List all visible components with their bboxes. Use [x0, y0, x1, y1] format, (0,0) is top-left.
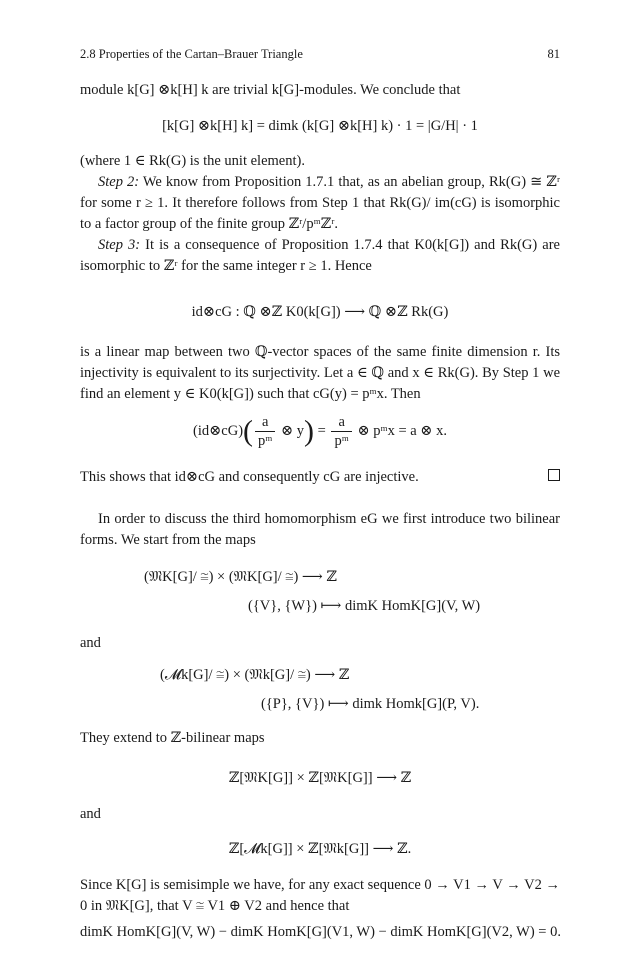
- fraction: $\frac{a}{\text{pᵐ}}$: [255, 413, 275, 450]
- and-1: and: [80, 635, 101, 651]
- equation-1: [k[G] ⊗k[H] k] = dimk (k[G] ⊗k[H] k) · 1 = |G/H| · 1: [162, 118, 478, 134]
- and-2: and: [80, 806, 101, 822]
- equation-2: id⊗cG : ℚ ⊗ℤ K0(k[G]) ⟶ ℚ ⊗ℤ Rk(G): [191, 304, 449, 320]
- paragraph-7: Since K[G] is semisimple we have, for any exact sequence 0 → V1 → V → V2 → 0 in 𝔐K[G], that V ≅ V1 ⊕ V2 and hence that: [80, 877, 560, 914]
- paragraph-3: is a linear map between two ℚ-vector spaces of the same finite dimension r. Its injectivity is equivalent to its surjectivity. Let a ∈ ℚ and x ∈ Rk(G). By Step 1 we find an element y ∈ K0(k[G]) such that cG(y) = pᵐx. Then: [80, 344, 560, 402]
- fraction: $\frac{a}{\text{pᵐ}}$: [331, 413, 351, 450]
- equation-6: dimK HomK[G](V, W) − dimK HomK[G](V1, W) − dimK HomK[G](V2, W) = 0.: [80, 924, 561, 940]
- paragraph-1: module k[G] ⊗k[H] k are trivial k[G]-modules. We conclude that: [80, 82, 461, 98]
- step-2: Step 2: We know from Proposition 1.7.1 that, as an abelian group, Rk(G) ≅ ℤʳ for some r ≥ 1. It therefore follows from Step 1 that Rk(G)/ im(cG) is isomorphic to a factor group of the finite group ℤʳ/pᵐℤʳ.: [80, 174, 560, 232]
- page-number: 81: [547, 47, 560, 61]
- map-2-line-1: (𝓜k[G]/ ≅) × (𝔐k[G]/ ≅) ⟶ ℤ: [160, 667, 350, 683]
- equation-4: ℤ[𝔐K[G]] × ℤ[𝔐K[G]] ⟶ ℤ: [228, 770, 412, 786]
- map-1-line-1: (𝔐K[G]/ ≅) × (𝔐K[G]/ ≅) ⟶ ℤ: [144, 569, 337, 585]
- step-3: Step 3: It is a consequence of Proposition 1.7.4 that K0(k[G]) and Rk(G) are isomorphic to ℤʳ for the same integer r ≥ 1. Hence: [80, 237, 560, 274]
- section-title: 2.8 Properties of the Cartan–Brauer Triangle: [80, 47, 303, 61]
- map-1-line-2: ({V}, {W}) ⟼ dimK HomK[G](V, W): [248, 598, 481, 614]
- equation-5: ℤ[𝓜k[G]] × ℤ[𝔐k[G]] ⟶ ℤ.: [228, 841, 412, 857]
- paragraph-2: (where 1 ∈ Rk(G) is the unit element). Step 2: We know from Proposition 1.7.1 that, as an abelian group, Rk(G) ≅ ℤʳ for some r ≥ 1. It therefore follows from Step 1 that Rk(G)/ im(cG) is isomorphic to a factor group of the finite group ℤʳ/pᵐℤʳ. Step 3: It is a consequence of Proposition 1.7.4 that K0(k[G]) and Rk(G) are isomorphic to ℤʳ for the same integer r ≥ 1. Hence: [80, 151, 560, 277]
- map-2-line-2: ({P}, {V}) ⟼ dimk Homk[G](P, V).: [261, 696, 480, 712]
- paragraph-5: In order to discuss the third homomorphism eG we first introduce two bilinear forms. We start from the maps: [80, 511, 560, 548]
- paragraph-6: They extend to ℤ-bilinear maps: [80, 730, 265, 746]
- qed-box: [548, 469, 560, 481]
- running-head: [80, 47, 560, 62]
- paragraph-4: This shows that id⊗cG and consequently cG are injective.: [80, 467, 560, 488]
- equation-3: (id⊗cG)( $\frac{a}{\text{pᵐ}}$ ⊗ y) = $\frac{a}{\text{pᵐ}}$ ⊗ pᵐx = a ⊗ x.: [193, 414, 447, 449]
